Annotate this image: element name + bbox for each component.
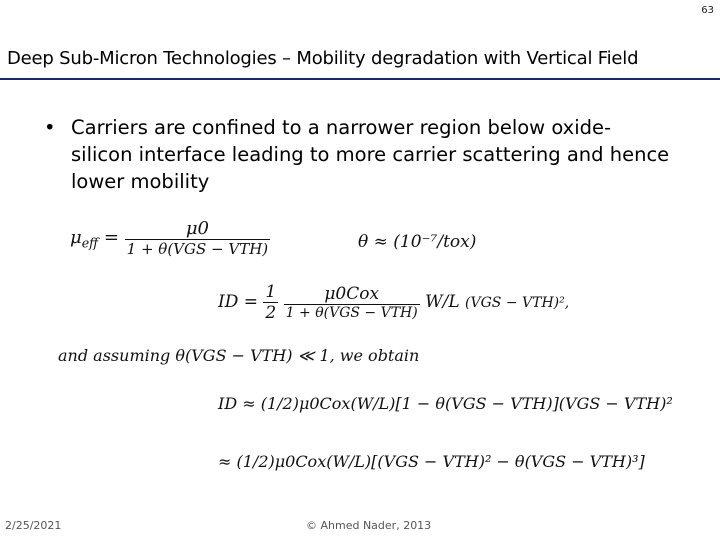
assumption-line: and assuming θ(VGS − VTH) ≪ 1, we obtain xyxy=(58,346,420,365)
equation-mu-eff: $\mu_{eff}$ = $\frac{\mu 0}{\text{1 + θ(VGS − VTH)}}$ xyxy=(70,218,269,258)
bullet-text: Carriers are confined to a narrower region below oxide-silicon interface leading to more carrier scattering and hence lower mobility xyxy=(71,116,670,193)
title-divider xyxy=(0,78,720,80)
id-fraction: $\frac{\text{μ0Cox}}{\text{1 + θ(VGS − VTH)}}$ xyxy=(285,284,418,321)
footer-date: 2/25/2021 xyxy=(5,519,62,532)
equation-id: ID = $\frac{1}{2}$ $\frac{\text{μ0Cox}}{\text{1 + θ(VGS − VTH)}}$ W/L (VGS − VTH)², xyxy=(218,282,570,323)
equation-theta: θ ≈ (10⁻⁷/tox) xyxy=(358,232,477,252)
equation-approx-1: ID ≈ (1/2)μ0Cox(W/L)[1 − θ(VGS − VTH)](VGS − VTH)² xyxy=(218,394,673,413)
slide-title: Deep Sub-Micron Technologies – Mobility degradation with Vertical Field xyxy=(7,48,639,69)
id-half: $\frac{1}{2}$ xyxy=(265,282,277,323)
mu-eff-lhs: $\mu_{eff}$ xyxy=(70,227,99,251)
equation-approx-2: ≈ (1/2)μ0Cox(W/L)[(VGS − VTH)² − θ(VGS − VTH)³] xyxy=(218,452,645,471)
slide-number: 63 xyxy=(701,5,714,16)
mu-eff-fraction: $\frac{\mu 0}{\text{1 + θ(VGS − VTH)}}$ xyxy=(126,218,269,258)
bullet-dot: • xyxy=(44,116,56,139)
footer-credit: © Ahmed Nader, 2013 xyxy=(306,519,432,532)
